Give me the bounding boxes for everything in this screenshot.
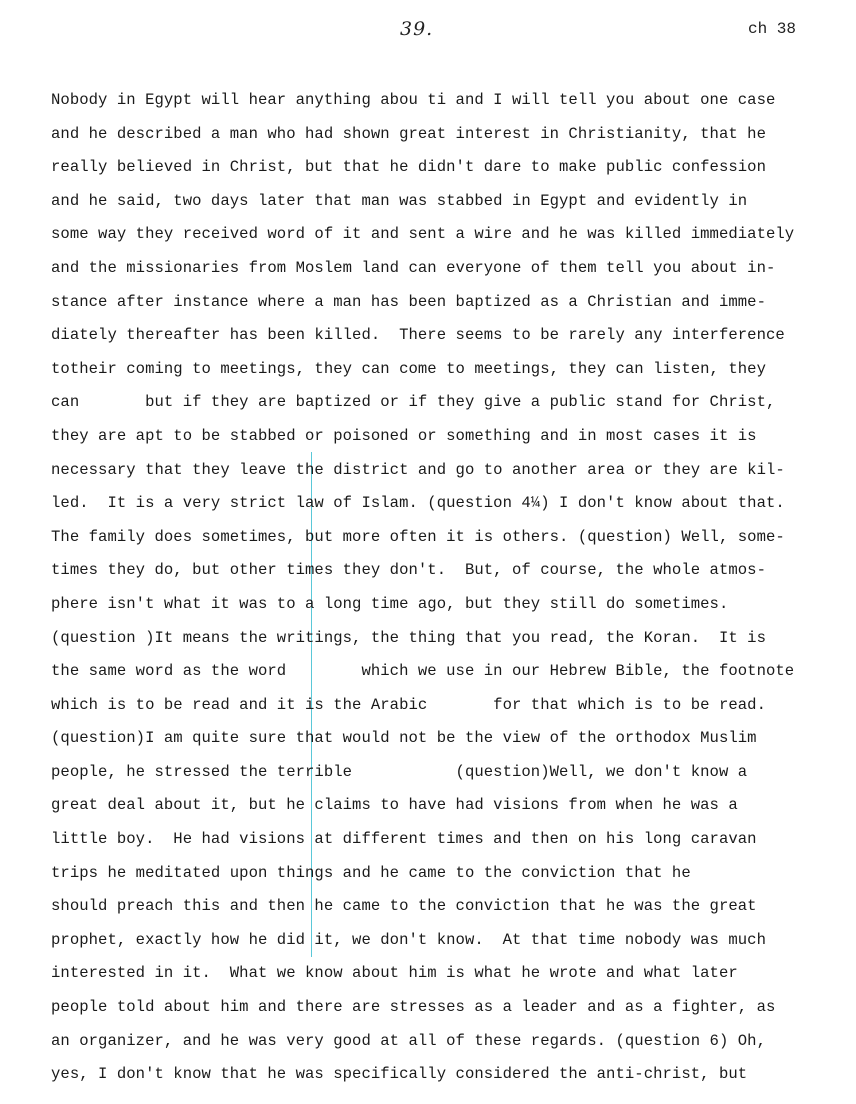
text-line: the same word as the word which we use in our Hebrew Bible, the footnote [51,662,795,681]
text-line: and the missionaries from Moslem land can everyone of them tell you about in- [51,258,776,277]
chapter-reference: ch 38 [748,20,797,38]
text-line: phere isn't what it was to a long time ago, but they still do sometimes. [51,594,729,613]
transcript-body [51,84,851,1092]
text-line: necessary that they leave the district and go to another area or they are kil- [51,460,785,479]
text-line: can but if they are baptized or if they give a public stand for Christ, [51,393,776,412]
text-line: times they do, but other times they don't. But, of course, the whole atmos- [51,561,766,580]
text-line: (question )It means the writings, the thing that you read, the Koran. It is [51,628,766,647]
text-line: yes, I don't know that he was specifically considered the anti-christ, but [51,1065,748,1084]
text-line: The family does sometimes, but more often it is others. (question) Well, some- [51,527,785,546]
text-line: prophet, exactly how he did it, we don't know. At that time nobody was much [51,930,766,949]
text-line: great deal about it, but he claims to have had visions from when he was a [51,796,738,815]
text-line: interested in it. What we know about him is what he wrote and what later [51,964,738,983]
text-line: and he described a man who had shown great interest in Christianity, that he [51,124,766,143]
text-line: stance after instance where a man has been baptized as a Christian and imme- [51,292,766,311]
text-line: little boy. He had visions at different times and then on his long caravan [51,830,757,849]
text-line: (question)I am quite sure that would not be the view of the orthodox Muslim [51,729,757,748]
text-line: led. It is a very strict law of Islam. (question 4¼) I don't know about that. [51,494,785,513]
text-line: diately thereafter has been killed. There seems to be rarely any interference [51,326,785,345]
text-line: trips he meditated upon things and he came to the conviction that he [51,863,691,882]
text-line: really believed in Christ, but that he didn't dare to make public confession [51,158,766,177]
text-line: people, he stressed the terrible (question)Well, we don't know a [51,762,748,781]
text-line: which is to be read and it is the Arabic for that which is to be read. [51,695,766,714]
text-line: an organizer, and he was very good at all of these regards. (question 6) Oh, [51,1031,766,1050]
text-line: Nobody in Egypt will hear anything abou ti and I will tell you about one case [51,91,776,109]
text-line: totheir coming to meetings, they can come to meetings, they can listen, they [51,359,766,378]
text-line: people told about him and there are stresses as a leader and as a fighter, as [51,998,776,1017]
text-line: and he said, two days later that man was stabbed in Egypt and evidently in [51,191,748,210]
text-line: some way they received word of it and sent a wire and he was killed immediately [51,225,795,244]
text-line: they are apt to be stabbed or poisoned or something and in most cases it is [51,426,757,445]
text-line: should preach this and then he came to the conviction that he was the great [51,897,757,916]
page-number: 39. [400,18,434,40]
